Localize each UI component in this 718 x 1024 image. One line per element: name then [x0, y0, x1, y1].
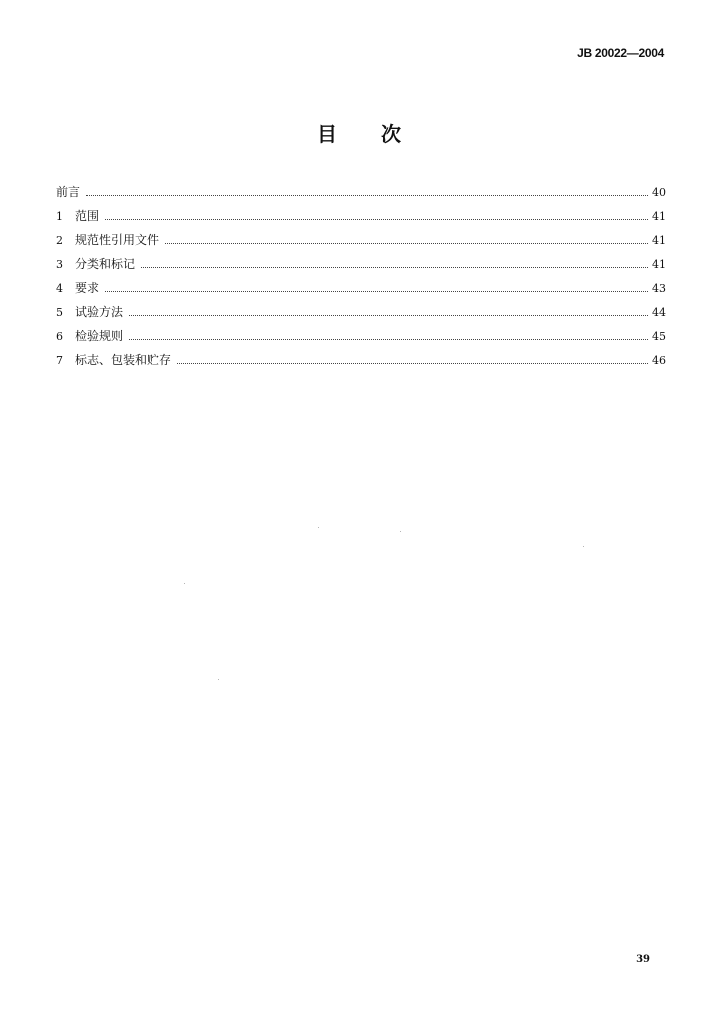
toc-title-char-2: 次: [381, 122, 401, 146]
scan-speck: [184, 583, 185, 584]
toc-entry-1[interactable]: [56, 207, 666, 231]
toc-leader-dots: [129, 339, 648, 340]
toc-entry-page: 46: [652, 354, 666, 367]
toc-entry-page: 44: [652, 306, 666, 319]
toc-title: [0, 118, 718, 147]
toc-leader-dots: [129, 315, 648, 316]
toc-leader-dots: [165, 243, 648, 244]
toc-entry-3[interactable]: [56, 255, 666, 279]
toc-entry-7[interactable]: [56, 351, 666, 375]
toc-entry-number: 6: [56, 330, 63, 343]
page-number: 39: [636, 954, 650, 965]
toc-entry-label: 检验规则: [75, 329, 124, 343]
toc-entry-number: 7: [56, 354, 63, 367]
table-of-contents: [56, 183, 666, 375]
toc-title-char-1: 目: [317, 122, 337, 146]
toc-entry-label: 标志、包装和贮存: [75, 353, 172, 367]
toc-entry-number: 4: [56, 282, 63, 295]
scan-speck: [318, 527, 319, 528]
toc-entry-number: 5: [56, 306, 63, 319]
toc-entry-foreword[interactable]: [56, 183, 666, 207]
scan-speck: [583, 546, 584, 547]
toc-entry-6[interactable]: [56, 327, 666, 351]
toc-entry-page: 41: [652, 234, 666, 247]
toc-entry-page: 45: [652, 330, 666, 343]
toc-leader-dots: [105, 291, 648, 292]
scan-speck: [400, 531, 401, 532]
scan-speck: [218, 679, 219, 680]
toc-entry-label: 要求: [75, 281, 100, 295]
toc-entry-label: 分类和标记: [75, 257, 136, 271]
toc-entry-page: 41: [652, 258, 666, 271]
toc-entry-2[interactable]: [56, 231, 666, 255]
toc-entry-5[interactable]: [56, 303, 666, 327]
toc-entry-page: 43: [652, 282, 666, 295]
toc-entry-4[interactable]: [56, 279, 666, 303]
toc-entry-label: 规范性引用文件: [75, 233, 160, 247]
standard-code: JB 20022—2004: [577, 46, 664, 60]
toc-entry-page: 40: [652, 186, 666, 199]
toc-leader-dots: [105, 219, 648, 220]
toc-leader-dots: [177, 363, 648, 364]
toc-entry-number: 1: [56, 210, 63, 223]
toc-entry-label: 范围: [75, 209, 100, 223]
toc-entry-label: 前言: [56, 185, 81, 199]
toc-entry-label: 试验方法: [75, 305, 124, 319]
toc-leader-dots: [86, 195, 648, 196]
toc-entry-page: 41: [652, 210, 666, 223]
toc-entry-number: 2: [56, 234, 63, 247]
toc-leader-dots: [141, 267, 648, 268]
toc-entry-number: 3: [56, 258, 63, 271]
